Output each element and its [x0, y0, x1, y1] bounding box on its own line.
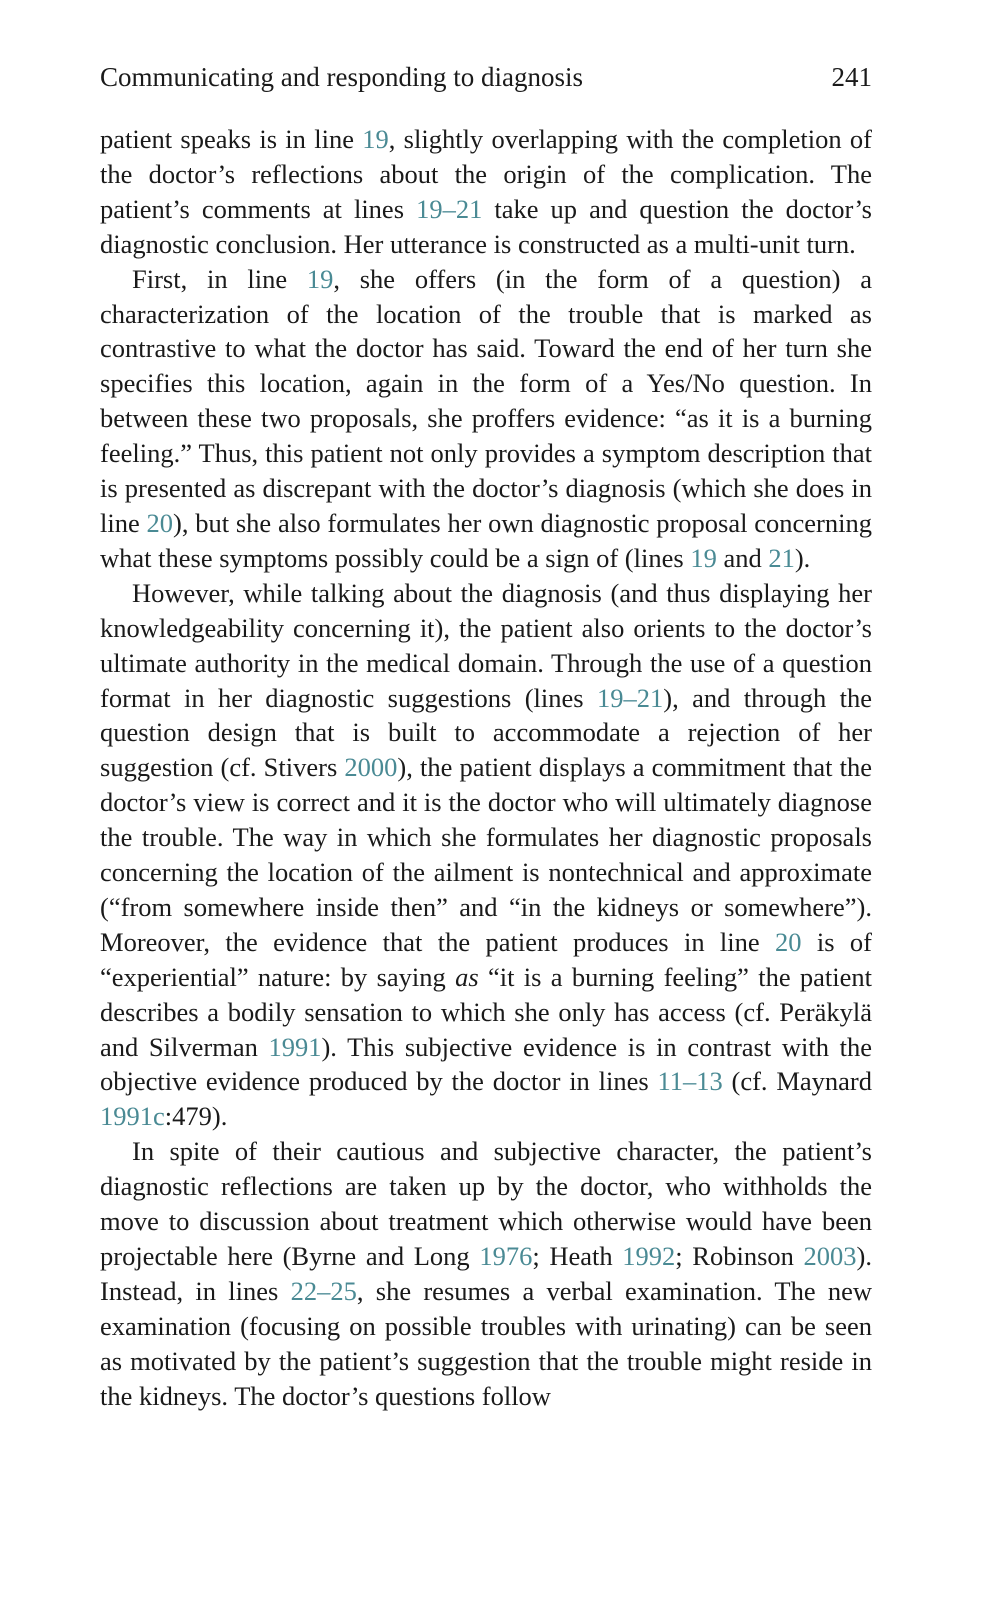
- running-head: [100, 60, 872, 94]
- text-run: “it is a burning feeling” the patient describes a bodily sensation to which she only has access (cf. Peräkylä and Silverman: [100, 961, 873, 1062]
- citation-link[interactable]: 20: [146, 507, 174, 538]
- citation-link[interactable]: 11–13: [657, 1066, 723, 1097]
- paragraph: [100, 262, 872, 576]
- citation-link[interactable]: 1976: [479, 1241, 533, 1271]
- citation-link[interactable]: 21: [768, 542, 795, 573]
- text-run: ), and through the question design that is built to accommodate a rejection of her suggestion (cf. Stivers: [100, 682, 872, 783]
- text-run: However, while talking about the diagnosis (and thus displaying her knowledgeability concerning it), the patient also orients to the doctor’s ultimate authority in the medical domain. Through the use of a question format in her diagnostic suggestions (lines: [100, 577, 872, 713]
- text-run: , she resumes a verbal examination. The new examination (focusing on possible troubles with urinating) can be seen as motivated by the patient’s suggestion that the trouble might reside in the kidneys. The doctor’s questions follow: [100, 1275, 872, 1411]
- text-run: , she offers (in the form of a question) a characterization of the location of the trouble that is marked as contrastive to what the doctor has said. Toward the end of her turn she specifies this location, again in the form of a Yes/No question. In between these two proposals, she proffers evidence: “as it is a burning feeling.” Thus, this patient not only provides a symptom description that is presented as discrepant with the doctor’s diagnosis (which she does in line: [100, 263, 872, 538]
- citation-link[interactable]: 1991: [268, 1031, 322, 1062]
- citation-link[interactable]: 19: [306, 263, 334, 294]
- text-run: ). This subjective evidence is in contrast with the objective evidence produced by the doctor in lines: [100, 1031, 873, 1097]
- citation-link[interactable]: 22–25: [290, 1275, 357, 1306]
- text-run: and: [716, 542, 769, 573]
- paragraph: [100, 576, 872, 1135]
- text-run: First, in line: [132, 263, 307, 294]
- citation-link[interactable]: 20: [775, 926, 802, 957]
- text-run: ). Instead, in lines: [100, 1241, 872, 1306]
- text-run: ), but she also formulates her own diagnostic proposal concerning what these symptoms possibly could be a sign of (lines: [100, 507, 872, 573]
- text-run: ), the patient displays a commitment that the doctor’s view is correct and it is the doctor who will ultimately diagnose the trouble. The way in which she formulates her diagnostic proposals concerning the location of the ailment is nontechnical and approximate (“from somewhere inside then” and “in the kidneys or somewhere”). Moreover, the evidence that the patient produces in line: [100, 752, 872, 957]
- citation-link[interactable]: 19: [690, 542, 717, 573]
- emphasized-text: as: [455, 961, 479, 992]
- citation-link[interactable]: 19: [362, 124, 389, 154]
- page-number: 241: [831, 62, 872, 92]
- text-run: In spite of their cautious and subjective character, the patient’s diagnostic reflections are taken up by the doctor, who withholds the move to discussion about treatment which otherwise would have been projectable here (Byrne and Long: [100, 1136, 872, 1271]
- paragraph: [100, 1134, 872, 1413]
- citation-link[interactable]: 2000: [344, 752, 398, 783]
- citation-link[interactable]: 2003: [803, 1241, 857, 1271]
- chapter-title: Communicating and responding to diagnosis: [100, 62, 583, 92]
- citation-link[interactable]: 1992: [622, 1241, 676, 1271]
- text-run: , slightly overlapping with the completion of the doctor’s reflections about the origin of the complication. The patient’s comments at lines: [100, 124, 872, 224]
- text-run: (cf. Maynard: [722, 1066, 872, 1097]
- text-run: :479).: [164, 1101, 228, 1132]
- text-run: take up and question the doctor’s diagnostic conclusion. Her utterance is constructed as a multi-unit turn.: [100, 193, 872, 259]
- text-run: ; Robinson: [675, 1241, 804, 1271]
- text-run: patient speaks is in line: [100, 124, 363, 154]
- paragraph: [100, 122, 872, 262]
- citation-link[interactable]: 1991c: [100, 1101, 165, 1132]
- text-run: ).: [794, 542, 811, 573]
- citation-link[interactable]: 19–21: [597, 682, 664, 713]
- citation-link[interactable]: 19–21: [416, 193, 483, 224]
- book-page: [100, 60, 872, 1414]
- body-text: [100, 122, 872, 1414]
- text-run: is of “experiential” nature: by saying: [100, 926, 872, 992]
- text-run: ; Heath: [532, 1241, 623, 1271]
